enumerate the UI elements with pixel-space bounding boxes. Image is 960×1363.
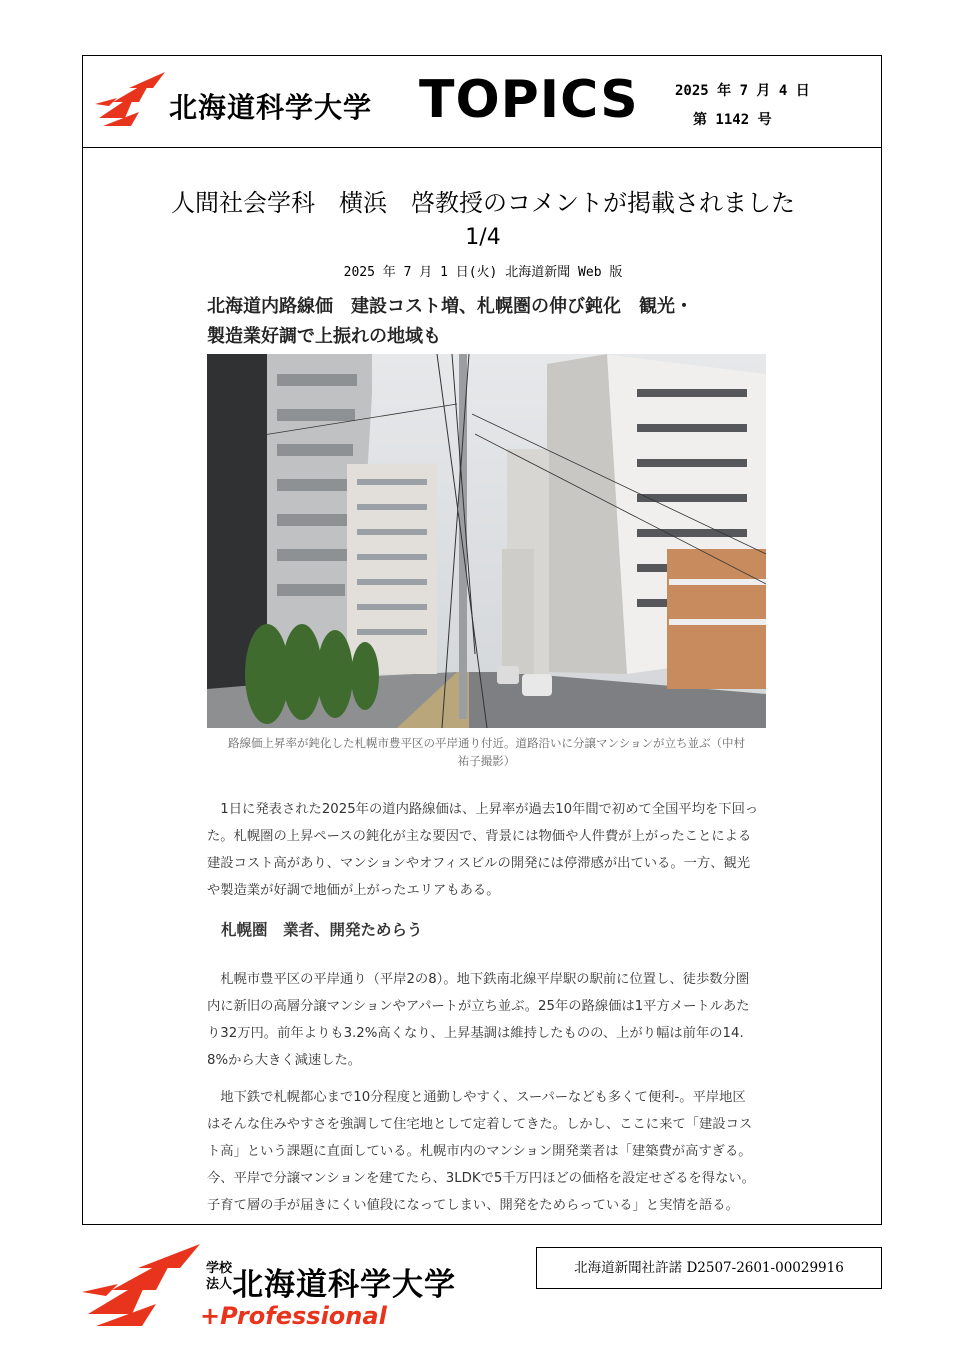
main-headline: 人間社会学科 横浜 啓教授のコメントが掲載されました	[171, 189, 795, 217]
article-subheading: 札幌圏 業者、開発ためらう	[221, 921, 423, 939]
source-line: 2025 年 7 月 1 日(火) 北海道新聞 Web 版	[343, 265, 623, 280]
caption-line: 路線価上昇率が鈍化した札幌市豊平区の平岸通り付近。道路沿いに分譲マンションが立ち並ぶ（中村	[228, 736, 745, 750]
paragraph-line: 8%から大きく減速した。	[207, 1053, 362, 1068]
permit-box: 北海道新聞社許諾 D2507-2601-00029916	[536, 1247, 882, 1289]
paragraph-line: り32万円。前年よりも3.2%高くなり、上昇基調は維持したものの、上がり幅は前年の14.	[207, 1026, 744, 1041]
header	[83, 56, 881, 148]
footer-logo-icon	[82, 1244, 202, 1328]
paragraph-line: はそんな住みやすさを強調して住宅地として定着してきた。しかし、ここに来て「建設コス	[207, 1117, 753, 1132]
paragraph-line: や製造業が好調で地価が上がったエリアもある。	[207, 883, 500, 898]
page-indicator: 1/4	[465, 225, 501, 250]
paragraph-line: 子育て層の手が届きにくい値段になってしまい、開発をためらっている」と実情を語る。	[207, 1198, 739, 1213]
paragraph-line: 地下鉄で札幌都心まで10分程度と通勤しやすく、スーパーなども多くて便利‐。平岸地区	[207, 1090, 746, 1105]
street-photo-icon	[207, 354, 766, 728]
caption-line: 祐子撮影）	[457, 754, 516, 768]
paragraph-line: ト高」という課題に直面している。札幌市内のマンション開発業者は「建築費が高すぎる。	[207, 1144, 752, 1159]
footer-tagline: +Professional	[200, 1302, 387, 1330]
paragraph-line: 1日に発表された2025年の道内路線価は、上昇率が過去10年間で初めて全国平均を下回っ	[207, 802, 759, 817]
footer-corp-label: 学校法人	[206, 1261, 233, 1292]
issue-number: 第 1142 号	[693, 112, 772, 128]
topics-title: TOPICS	[419, 70, 639, 130]
paragraph-line: 内に新旧の高層分譲マンションやアパートが立ち並ぶ。25年の路線価は1平方メートルあた	[207, 999, 750, 1014]
paragraph-line: 建設コスト高があり、マンションやオフィスビルの開発には停滞感が出ている。一方、観光	[207, 856, 751, 871]
photo-caption	[207, 734, 766, 770]
paragraph-line: 札幌市豊平区の平岸通り（平岸2の8）。地下鉄南北線平岸駅の駅前に位置し、徒歩数分圏	[207, 972, 750, 987]
paragraph-line: た。札幌圏の上昇ペースの鈍化が主な要因で、背景には物価や人件費が上がったことによる	[207, 829, 752, 844]
article-photo	[207, 354, 766, 728]
page-frame	[82, 55, 882, 1225]
article-title-line2: 製造業好調で上振れの地域も	[207, 326, 441, 347]
university-logo-icon	[95, 72, 167, 128]
article-title-line1: 北海道内路線価 建設コスト増、札幌圏の伸び鈍化 観光・	[207, 296, 693, 317]
issue-date: 2025 年 7 月 4 日	[675, 83, 810, 99]
footer-university-name: 北海道科学大学	[232, 1267, 456, 1303]
header-university-name: 北海道科学大学	[169, 91, 373, 124]
paragraph-line: 今、平岸で分譲マンションを建てたら、3LDKで5千万円ほどの価格を設定せざるを得ない。	[207, 1171, 755, 1186]
